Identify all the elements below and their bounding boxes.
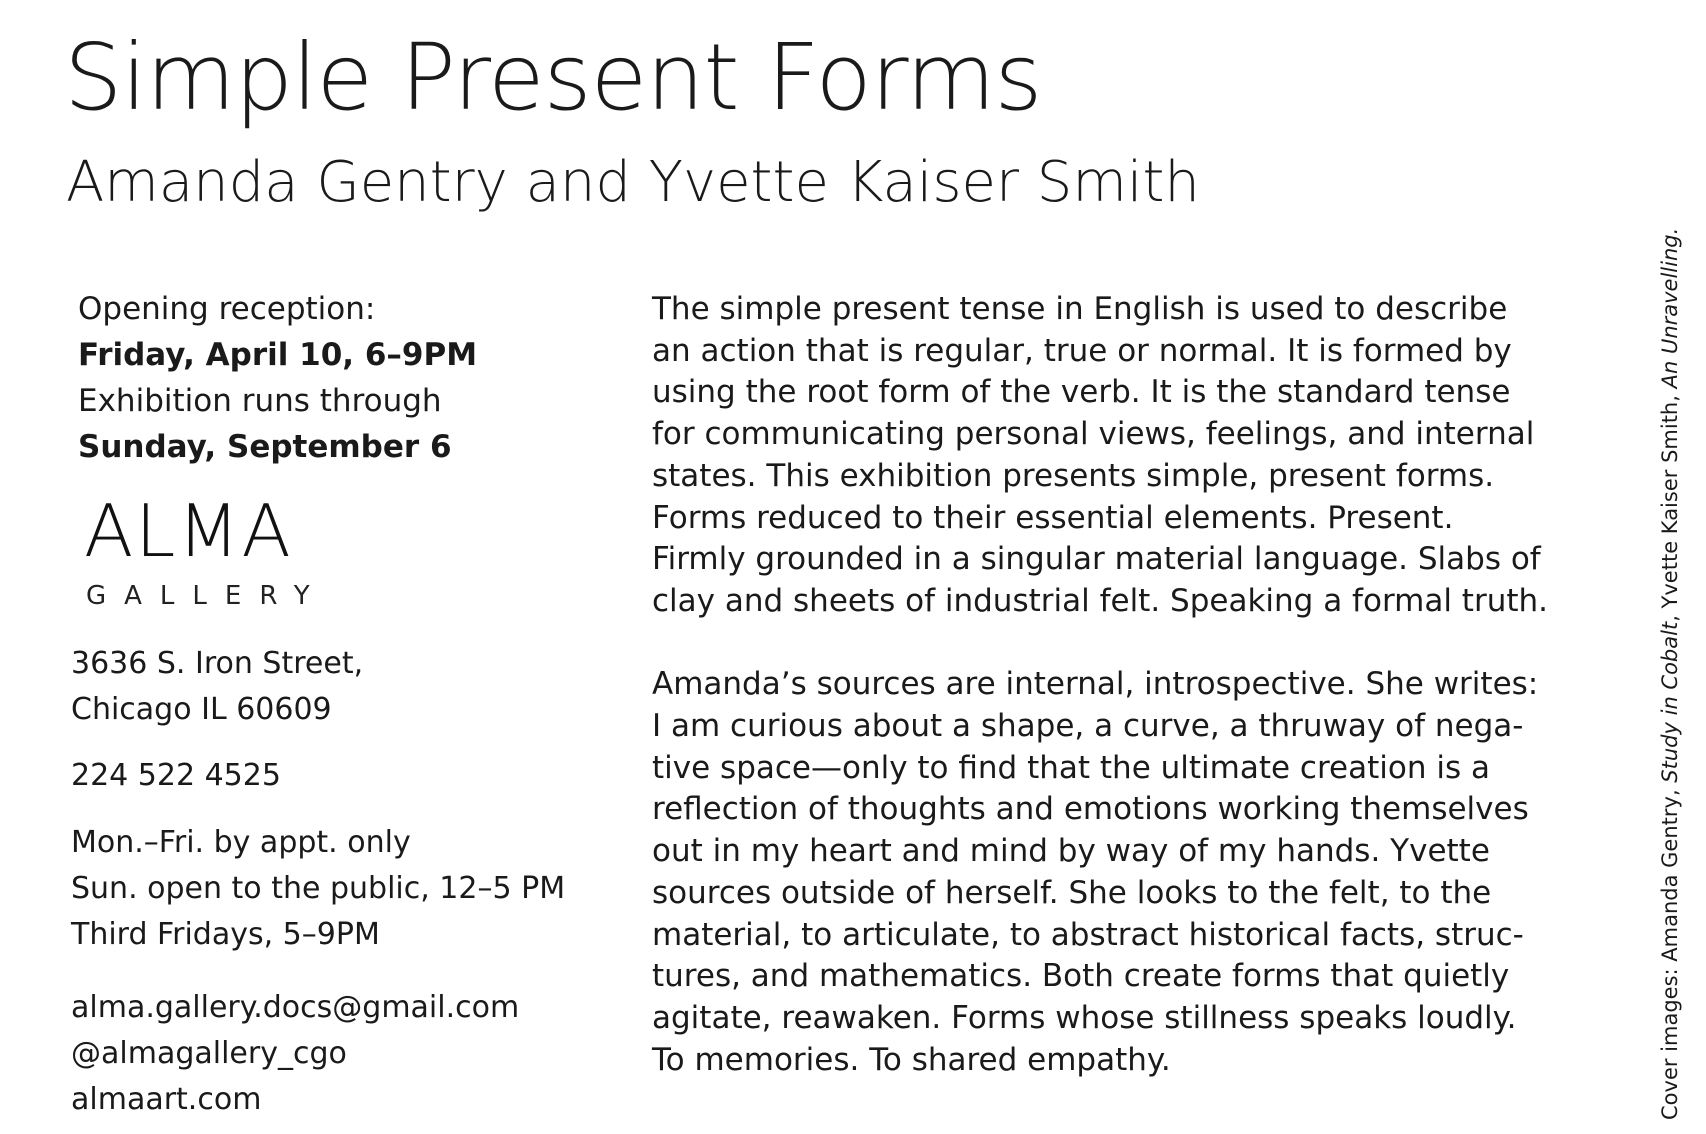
alma-gallery-logo	[84, 489, 328, 611]
text-line: clay and sheets of industrial felt. Speaking a formal truth.	[652, 582, 1549, 619]
credit-work-1: Study in Cobalt	[1658, 621, 1682, 783]
reception-info	[78, 286, 477, 470]
end-date: Sunday, September 6	[78, 429, 452, 465]
exhibition-description	[652, 289, 1632, 1081]
text-line: Amanda’s sources are internal, introspective. She writes:	[652, 666, 1539, 703]
text-line: sources outside of herself. She looks to the felt, to the	[652, 874, 1492, 911]
credit-prefix: Cover images: Amanda Gentry,	[1658, 782, 1682, 1120]
text-line: Firmly grounded in a singular material language. Slabs of	[652, 541, 1541, 578]
text-line: reflection of thoughts and emotions working themselves	[652, 791, 1529, 828]
text-line: an action that is regular, true or normal. It is formed by	[652, 332, 1512, 369]
cover-image-credit	[1660, 228, 1681, 1120]
text-line: agitate, reawaken. Forms whose stillness speaks loudly.	[652, 999, 1517, 1036]
text-line: states. This exhibition presents simple, present forms.	[652, 457, 1495, 494]
text-line: out in my heart and mind by way of my hands. Yvette	[652, 833, 1490, 870]
reception-date: Friday, April 10, 6–9PM	[78, 337, 478, 373]
text-line: for communicating personal views, feelings, and internal	[652, 416, 1535, 453]
gallery-address	[71, 641, 363, 733]
credit-work-2: An Unravelling.	[1658, 227, 1682, 389]
text-line: The simple present tense in English is used to describe	[652, 291, 1508, 327]
text-line: tures, and mathematics. Both create forms that quietly	[652, 958, 1510, 995]
logo-subtitle: GALLERY	[86, 581, 328, 611]
runs-label: Exhibition runs through	[78, 383, 442, 419]
credit-middle: , Yvette Kaiser Smith,	[1658, 388, 1682, 622]
description-paragraph-2	[652, 664, 1632, 1081]
gallery-phone: 224 522 4525	[71, 758, 281, 793]
email-link[interactable]: alma.gallery.docs@gmail.com	[71, 990, 520, 1025]
text-line: using the root form of the verb. It is the standard tense	[652, 374, 1511, 411]
text-line: tive space—only to find that the ultimate creation is a	[652, 749, 1490, 786]
hours-line: Mon.–Fri. by appt. only	[71, 825, 411, 860]
hours-line: Sun. open to the public, 12–5 PM	[71, 871, 566, 906]
text-line: Forms reduced to their essential elements. Present.	[652, 499, 1454, 536]
text-line: material, to articulate, to abstract historical facts, struc-	[652, 916, 1524, 953]
address-line: Chicago IL 60609	[71, 692, 332, 727]
reception-label: Opening reception:	[78, 291, 376, 327]
description-paragraph-1	[652, 289, 1632, 623]
artists-subtitle: Amanda Gentry and Yvette Kaiser Smith	[66, 150, 1200, 215]
text-line: To memories. To shared empathy.	[652, 1041, 1171, 1078]
address-line: 3636 S. Iron Street,	[71, 646, 364, 681]
text-line: I am curious about a shape, a curve, a thruway of nega-	[652, 708, 1524, 745]
gallery-hours	[71, 820, 565, 958]
social-handle[interactable]: @almagallery_cgo	[71, 1036, 347, 1071]
hours-line: Third Fridays, 5–9PM	[71, 917, 380, 952]
page-title: Simple Present Forms	[64, 24, 1042, 131]
gallery-contact	[71, 985, 519, 1123]
logo-name: ALMA	[84, 489, 293, 573]
website-link[interactable]: almaart.com	[71, 1082, 262, 1117]
